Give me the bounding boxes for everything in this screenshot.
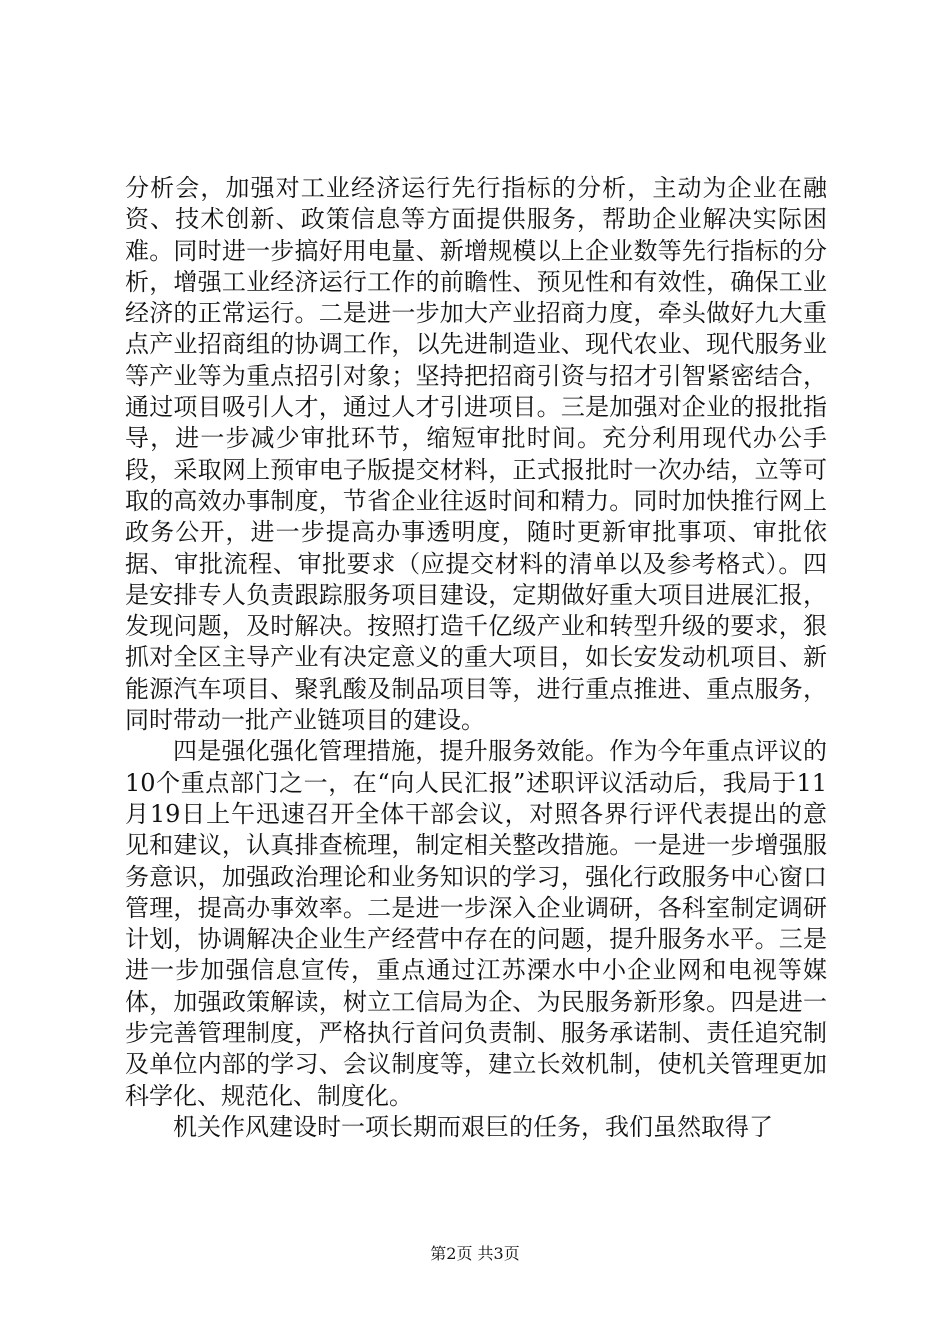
page-footer: 第2页 共3页 bbox=[430, 1244, 520, 1263]
paragraph-2: 四是强化强化管理措施，提升服务效能。作为今年重点评议的10个重点部门之一，在“向人民汇报”述职评议活动后，我局于11月19日上午迅速召开全体干部会议，对照各界行评代表提出的意见和建议，认真排查梳理，制定相关整改措施。一是进一步增强服务意识，加强政治理论和业务知识的学习，强化行政服务中心窗口管理，提高办事效率。二是进一步深入企业调研，各科室制定调研计划，协调解决企业生产经营中存在的问题，提升服务水平。三是进一步加强信息宣传，重点通过江苏溧水中小企业网和电视等媒体，加强政策解读，树立工信局为企、为民服务新形象。四是进一步完善管理制度，严格执行首问负责制、服务承诺制、责任追究制及单位内部的学习、会议制度等，建立长效机制，使机关管理更加科学化、规范化、制度化。 bbox=[125, 737, 827, 1110]
paragraph-1: 分析会，加强对工业经济运行先行指标的分析，主动为企业在融资、技术创新、政策信息等方面提供服务，帮助企业解决实际困难。同时进一步搞好用电量、新增规模以上企业数等先行指标的分析，增强工业经济运行工作的前瞻性、预见性和有效性，确保工业经济的正常运行。二是进一步加大产业招商力度，牵头做好九大重点产业招商组的协调工作，以先进制造业、现代农业、现代服务业等产业等为重点招引对象；坚持把招商引资与招才引智紧密结合，通过项目吸引人才，通过人才引进项目。三是加强对企业的报批指导，进一步减少审批环节，缩短审批时间。充分利用现代办公手段，采取网上预审电子版提交材料，正式报批时一次办结，立等可取的高效办事制度，节省企业往返时间和精力。同时加快推行网上政务公开，进一步提高办事透明度，随时更新审批事项、审批依据、审批流程、审批要求（应提交材料的清单以及参考格式）。四是安排专人负责跟踪服务项目建设，定期做好重大项目进展汇报，发现问题，及时解决。按照打造千亿级产业和转型升级的要求，狠抓对全区主导产业有决定意义的重大项目，如长安发动机项目、新能源汽车项目、聚乳酸及制品项目等，进行重点推进、重点服务，同时带动一批产业链项目的建设。 bbox=[125, 174, 827, 735]
paragraph-3: 机关作风建设时一项长期而艰巨的任务，我们虽然取得了 bbox=[173, 1112, 773, 1141]
document-body bbox=[125, 173, 827, 1143]
